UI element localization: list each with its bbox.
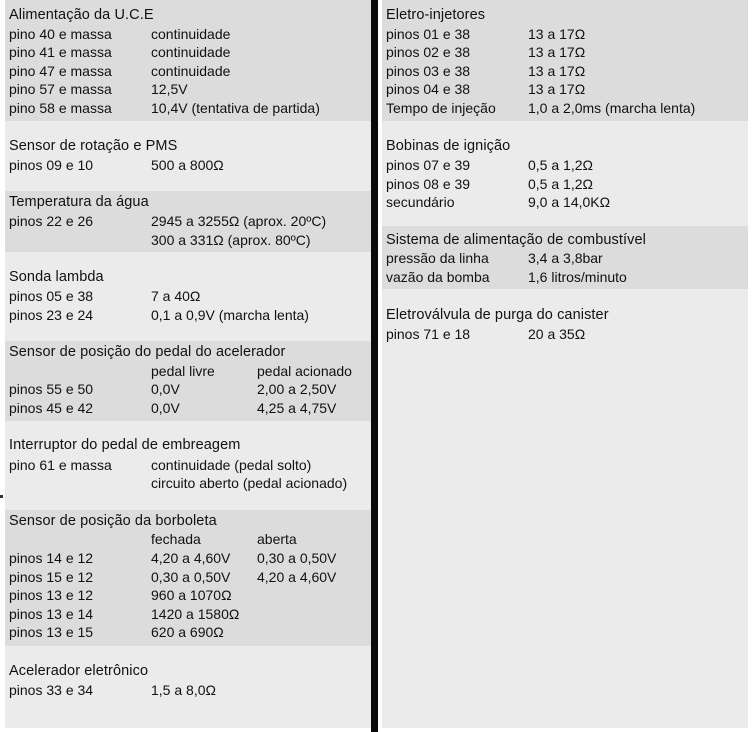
section-temperatura-agua bbox=[5, 191, 371, 252]
section-purga-canister bbox=[382, 289, 748, 728]
table-row: pinos 71 e 18 20 a 35Ω bbox=[386, 326, 586, 342]
section-sensor-rotacao bbox=[5, 121, 371, 191]
section-sonda-lambda bbox=[5, 252, 371, 341]
table-row: pinos 13 e 12 960 a 1070Ω bbox=[9, 587, 232, 603]
section-title: Eletro-injetores bbox=[386, 7, 486, 23]
table-row: vazão da bomba 1,6 litros/minuto bbox=[386, 269, 627, 285]
left-column bbox=[5, 0, 371, 732]
section-pedal-acelerador bbox=[5, 341, 371, 421]
section-title: Temperatura da água bbox=[9, 194, 149, 210]
table-row: pinos 03 e 38 13 a 17Ω bbox=[386, 63, 586, 79]
section-acelerador-eletronico bbox=[5, 646, 371, 728]
section-title: Sonda lambda bbox=[9, 269, 104, 285]
table-row: secundário 9,0 a 14,0KΩ bbox=[386, 194, 611, 210]
section-title: Sensor de rotação e PMS bbox=[9, 138, 178, 154]
table-row: pinos 13 e 15 620 a 690Ω bbox=[9, 624, 224, 640]
section-bobinas-ignicao bbox=[382, 121, 748, 226]
table-row: pinos 02 e 38 13 a 17Ω bbox=[386, 44, 586, 60]
table-row: pino 47 e massa continuidade bbox=[9, 63, 231, 79]
table-row: pinos 04 e 38 13 a 17Ω bbox=[386, 81, 586, 97]
section-title: Acelerador eletrônico bbox=[9, 663, 149, 679]
section-eletro-injetores bbox=[382, 0, 748, 121]
section-title: Sensor de posição da borboleta bbox=[9, 513, 217, 529]
table-row: pinos 15 e 12 0,30 a 0,50V 4,20 a 4,60V bbox=[9, 569, 337, 585]
table-row: pressão da linha 3,4 a 3,8bar bbox=[386, 250, 603, 266]
table-row: pino 57 e massa 12,5V bbox=[9, 81, 188, 97]
section-title: Sistema de alimentação de combustível bbox=[386, 232, 646, 248]
section-title: Sensor de posição do pedal do acelerador bbox=[9, 344, 286, 360]
table-row: pino 40 e massa continuidade bbox=[9, 26, 231, 42]
table-row: pinos 23 e 24 0,1 a 0,9V (marcha lenta) bbox=[9, 307, 309, 323]
table-row: pinos 05 e 38 7 a 40Ω bbox=[9, 288, 201, 304]
table-row: circuito aberto (pedal acionado) bbox=[151, 475, 348, 491]
column-divider bbox=[371, 0, 378, 732]
table-row: pinos 07 e 39 0,5 a 1,2Ω bbox=[386, 157, 593, 173]
table-row: pinos 01 e 38 13 a 17Ω bbox=[386, 26, 586, 42]
table-row: pinos 09 e 10 500 a 800Ω bbox=[9, 157, 224, 173]
table-row: pinos 45 e 42 0,0V 4,25 a 4,75V bbox=[9, 400, 337, 416]
table-row: pinos 08 e 39 0,5 a 1,2Ω bbox=[386, 176, 593, 192]
table-row: pino 58 e massa 10,4V (tentativa de partida) bbox=[9, 100, 320, 116]
section-title: Alimentação da U.C.E bbox=[9, 7, 154, 23]
section-title: Interruptor do pedal de embreagem bbox=[9, 437, 241, 453]
table-row: pinos 33 e 34 1,5 a 8,0Ω bbox=[9, 682, 216, 698]
table-header-row: fechada aberta bbox=[151, 531, 297, 547]
table-row: 300 a 331Ω (aprox. 80ºC) bbox=[151, 232, 311, 248]
right-column bbox=[382, 0, 748, 732]
table-row: pino 41 e massa continuidade bbox=[9, 44, 231, 60]
table-row: pinos 13 e 14 1420 a 1580Ω bbox=[9, 606, 240, 622]
section-posicao-borboleta bbox=[5, 510, 371, 646]
section-alimentacao-uce bbox=[5, 0, 371, 121]
section-title: Bobinas de ignição bbox=[386, 138, 511, 154]
table-row: Tempo de injeção 1,0 a 2,0ms (marcha lenta) bbox=[386, 100, 696, 116]
table-row: pinos 14 e 12 4,20 a 4,60V 0,30 a 0,50V bbox=[9, 550, 337, 566]
table-row: pinos 22 e 26 2945 a 3255Ω (aprox. 20ºC) bbox=[9, 213, 327, 229]
table-header-row: pedal livre pedal acionado bbox=[151, 363, 352, 379]
section-title: Eletroválvula de purga do canister bbox=[386, 307, 609, 323]
section-pedal-embreagem bbox=[5, 421, 371, 510]
table-row: pinos 55 e 50 0,0V 2,00 a 2,50V bbox=[9, 381, 337, 397]
margin-mark bbox=[0, 495, 3, 498]
table-row: pino 61 e massa continuidade (pedal solto) bbox=[9, 457, 312, 473]
section-alimentacao-combustivel bbox=[382, 226, 748, 289]
